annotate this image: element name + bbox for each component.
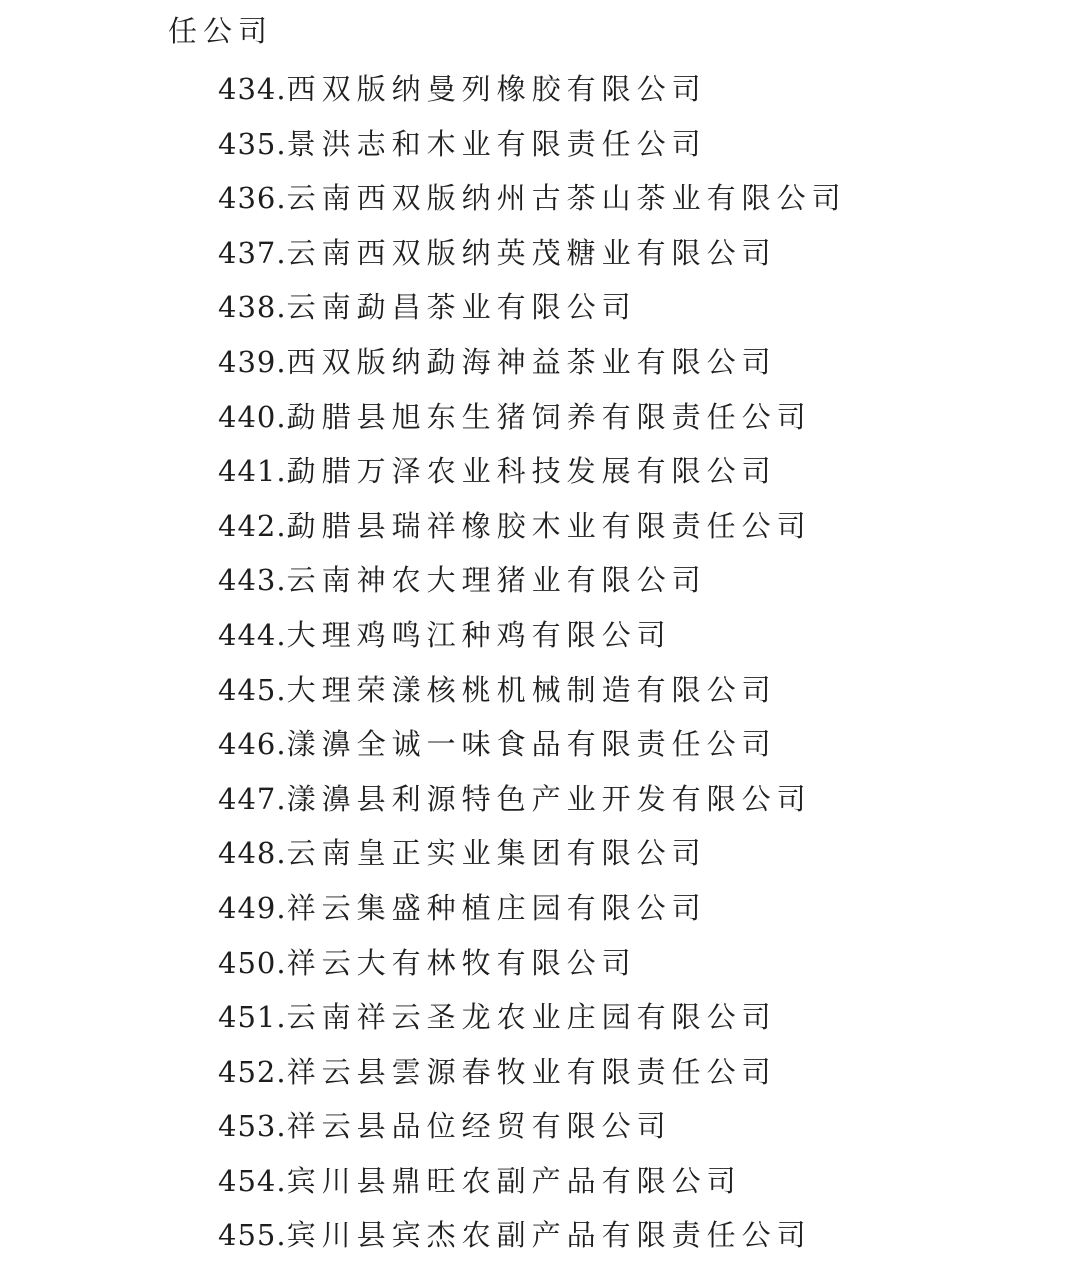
list-item <box>218 881 1040 936</box>
list-item <box>218 663 1040 718</box>
list-item <box>218 990 1040 1045</box>
item-number: 442. <box>218 508 287 543</box>
item-number: 444. <box>218 617 287 652</box>
list-item <box>218 936 1040 991</box>
item-number: 446. <box>218 727 287 762</box>
list-item <box>218 226 1040 281</box>
item-number: 434. <box>218 72 287 106</box>
item-number: 453. <box>218 1109 287 1144</box>
company-name: 大理荣漾核桃机械制造有限公司 <box>286 672 777 707</box>
company-name: 祥云县品位经贸有限公司 <box>286 1109 672 1144</box>
list-item <box>218 826 1040 881</box>
item-number: 440. <box>218 399 287 434</box>
list-item <box>218 444 1040 499</box>
company-name: 云南神农大理猪业有限公司 <box>286 563 707 598</box>
company-name: 西双版纳曼列橡胶有限公司 <box>286 72 707 106</box>
company-name: 宾川县鼎旺农副产品有限公司 <box>286 1163 742 1198</box>
list-item <box>218 1154 1040 1209</box>
list-item <box>218 499 1040 554</box>
list-item <box>218 1099 1040 1154</box>
item-number: 441. <box>218 454 287 489</box>
continuation-line: 任公司 <box>168 14 274 48</box>
list-item <box>218 390 1040 445</box>
list-item <box>218 1208 1040 1263</box>
list-item <box>218 171 1040 226</box>
list-item <box>218 62 1040 117</box>
company-name: 云南勐昌茶业有限公司 <box>286 290 637 325</box>
company-name: 祥云县雲源春牧业有限责任公司 <box>286 1054 777 1089</box>
company-name: 祥云大有林牧有限公司 <box>286 945 637 980</box>
item-number: 436. <box>218 181 287 216</box>
company-name: 云南西双版纳州古茶山茶业有限公司 <box>286 181 847 216</box>
item-number: 450. <box>218 945 287 980</box>
item-number: 438. <box>218 290 287 325</box>
list-item <box>218 608 1040 663</box>
list-item <box>218 335 1040 390</box>
item-number: 443. <box>218 563 287 598</box>
company-name: 大理鸡鸣江种鸡有限公司 <box>286 617 672 652</box>
list-item <box>218 772 1040 827</box>
company-name: 漾濞全诚一味食品有限责任公司 <box>286 727 777 762</box>
company-name: 云南西双版纳英茂糖业有限公司 <box>286 235 777 270</box>
list-item <box>218 717 1040 772</box>
item-number: 455. <box>218 1218 287 1253</box>
item-number: 445. <box>218 672 287 707</box>
list-item <box>218 553 1040 608</box>
company-name: 勐腊县瑞祥橡胶木业有限责任公司 <box>286 508 812 543</box>
list-item <box>218 1045 1040 1100</box>
company-name: 西双版纳勐海神益茶业有限公司 <box>286 344 777 379</box>
item-number: 447. <box>218 781 287 816</box>
item-number: 448. <box>218 836 287 871</box>
item-number: 454. <box>218 1163 287 1198</box>
company-name: 云南祥云圣龙农业庄园有限公司 <box>286 1000 777 1035</box>
company-name: 宾川县宾杰农副产品有限责任公司 <box>286 1218 812 1253</box>
company-list <box>168 62 1040 1263</box>
company-name: 云南皇正实业集团有限公司 <box>286 836 707 871</box>
item-number: 435. <box>218 126 287 161</box>
item-number: 439. <box>218 344 287 379</box>
item-number: 452. <box>218 1054 287 1089</box>
company-name: 勐腊县旭东生猪饲养有限责任公司 <box>286 399 812 434</box>
item-number: 437. <box>218 235 287 270</box>
item-number: 451. <box>218 1000 287 1035</box>
list-item <box>218 280 1040 335</box>
company-name: 勐腊万泽农业科技发展有限公司 <box>286 454 777 489</box>
item-number: 449. <box>218 890 287 925</box>
company-name: 景洪志和木业有限责任公司 <box>286 126 707 161</box>
company-name: 祥云集盛种植庄园有限公司 <box>286 890 707 925</box>
list-item <box>218 117 1040 172</box>
company-name: 漾濞县利源特色产业开发有限公司 <box>286 781 812 816</box>
